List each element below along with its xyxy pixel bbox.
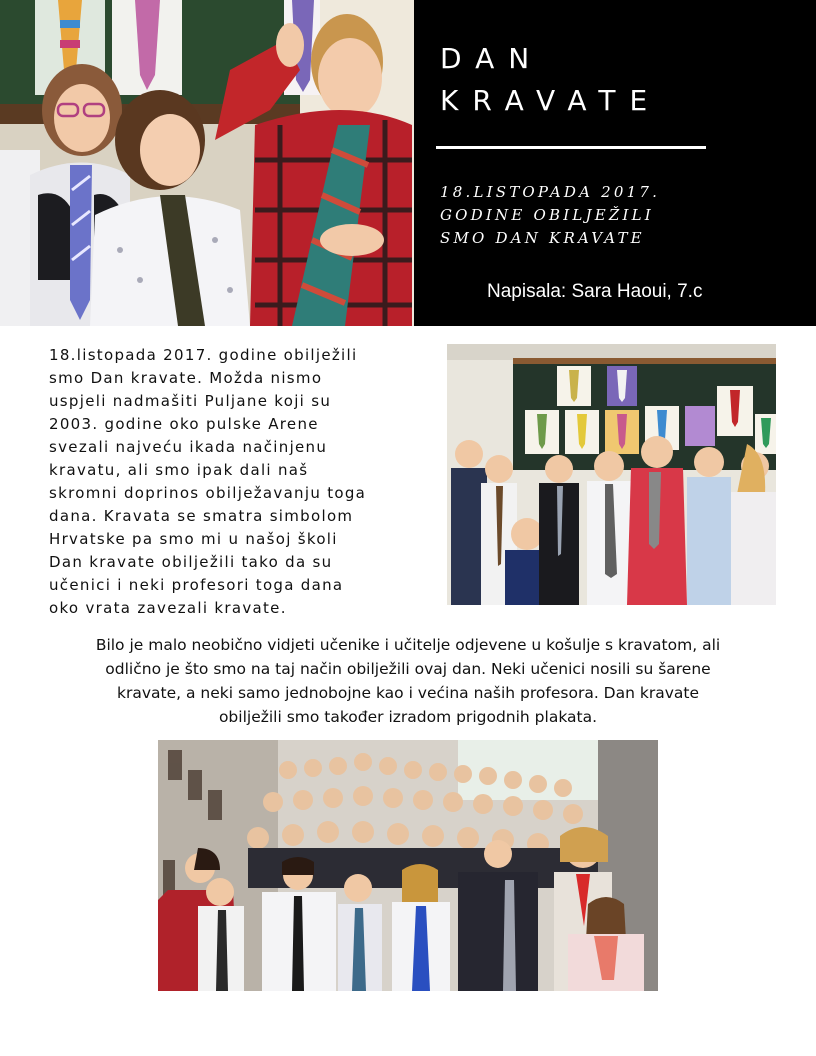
intro-paragraph	[49, 344, 434, 620]
intro-line: uspjeli nadmašiti Puljane koji su	[49, 392, 332, 410]
intro-line: oko vrata zavezali kravate.	[49, 599, 287, 617]
body-paragraph	[40, 633, 776, 729]
intro-line: kravatu, ali smo ipak dali naš	[49, 461, 309, 479]
subtitle-line: SMO DAN KRAVATE	[440, 229, 645, 247]
intro-line: smo Dan kravate. Možda nismo	[49, 369, 323, 387]
group-photo	[158, 740, 658, 991]
subtitle	[440, 181, 800, 250]
hero-photo	[0, 0, 414, 326]
intro-line: skromni doprinos obilježavanju toga	[49, 484, 367, 502]
body-line: Bilo je malo neobično vidjeti učenike i učitelje odjevene u košulje s kravatom, ali	[95, 636, 721, 654]
intro-line: 18.listopada 2017. godine obilježili	[49, 346, 358, 364]
intro-line: Hrvatske pa smo mi u našoj školi	[49, 530, 338, 548]
class-photo	[447, 344, 776, 605]
intro-line: dana. Kravata se smatra simbolom	[49, 507, 354, 525]
intro-line: svezali najveću ikada načinjenu	[49, 438, 328, 456]
intro-line: 2003. godine oko pulske Arene	[49, 415, 319, 433]
intro-line: Dan kravate obilježili tako da su	[49, 553, 333, 571]
subtitle-line: GODINE OBILJEŽILI	[440, 206, 654, 224]
body-line: obilježili smo također izradom prigodnih plakata.	[218, 708, 598, 726]
title-panel	[414, 0, 816, 326]
body-line: kravate, a neki samo jednobojne kao i većina naših profesora. Dan kravate	[117, 684, 699, 702]
author-byline: Napisala: Sara Haoui, 7.c	[487, 281, 703, 302]
intro-line: učenici i neki profesori toga dana	[49, 576, 344, 594]
subtitle-line: 18.LISTOPADA 2017.	[440, 183, 661, 201]
body-line: odlično je što smo na taj način obilježili ovaj dan. Neki učenici nosili su šarene	[105, 660, 711, 678]
title-line-2: KRAVATE	[440, 84, 662, 117]
title-line-1: DAN	[440, 42, 544, 75]
title-divider	[436, 146, 706, 149]
